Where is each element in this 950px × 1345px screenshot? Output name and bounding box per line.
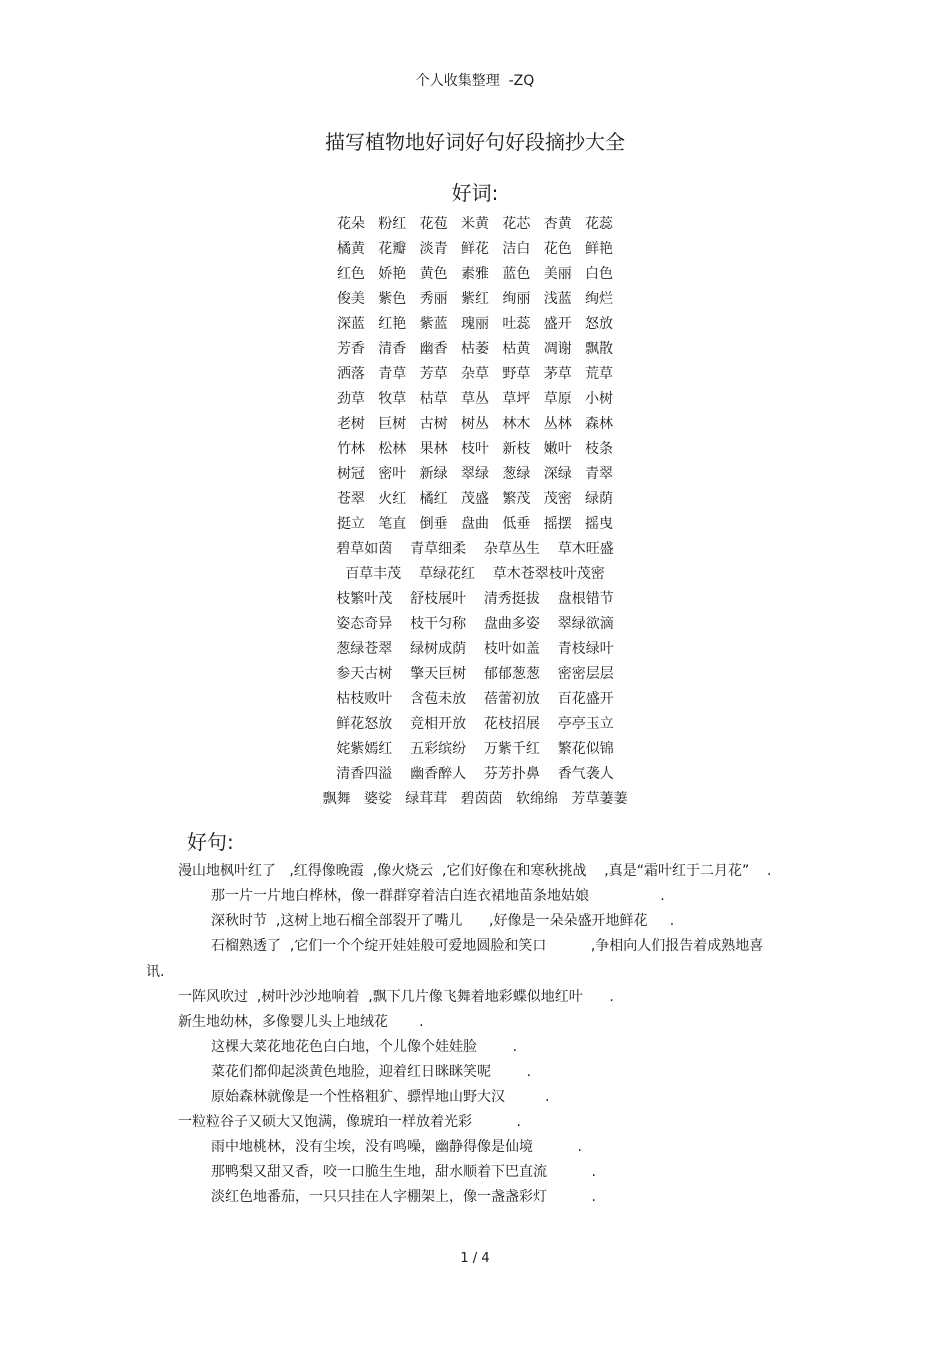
sentence-line: 石榴熟透了 ,它们一个个绽开娃娃般可爱地圆脸和笑口 ,争相向人们报告着成熟地喜 [211,938,764,954]
page-number: 1 / 4 [460,1251,490,1266]
word-row: 清香四溢 幽香醉人 芬芳扑鼻 香气袭人 [336,766,614,782]
word-row: 姿态奇异 枝干匀称 盘曲多姿 翠绿欲滴 [336,616,614,632]
word-row: 竹林 松林 果林 枝叶 新枝 嫩叶 枝条 [336,441,614,457]
word-row: 碧草如茵 青草细柔 杂草丛生 草木旺盛 [336,541,614,557]
sentence-line: 这棵大菜花地花色白白地，个儿像个娃娃脸 . [211,1039,518,1055]
sentence-line: 新生地幼林，多像婴儿头上地绒花 . [178,1014,424,1030]
sentence-line: 一粒粒谷子又硕大又饱满，像琥珀一样放着光彩 . [178,1114,521,1130]
word-row: 劲草 牧草 枯草 草丛 草坪 草原 小树 [336,391,614,407]
good-words-heading: 好词: [451,181,499,205]
word-row: 葱绿苍翠 绿树成荫 枝叶如盖 青枝绿叶 [336,641,614,657]
word-row: 苍翠 火红 橘红 茂盛 繁茂 茂密 绿荫 [336,491,614,507]
word-row: 姹紫嫣红 五彩缤纷 万紫千红 繁花似锦 [336,741,614,757]
word-row: 俊美 紫色 秀丽 紫红 绚丽 浅蓝 绚烂 [336,291,614,307]
word-row: 芳香 清香 幽香 枯萎 枯黄 凋谢 飘散 [336,341,614,357]
sentence-line: 那鸭梨又甜又香，咬一口脆生生地，甜水顺着下巴直流 . [211,1164,596,1180]
sentence-line: 淡红色地番茄，一只只挂在人字棚架上，像一盏盏彩灯 . [211,1189,596,1205]
word-row: 老树 巨树 古树 树丛 林木 丛林 森林 [336,416,614,432]
word-row: 橘黄 花瓣 淡青 鲜花 洁白 花色 鲜艳 [336,241,614,257]
word-row: 树冠 密叶 新绿 翠绿 葱绿 深绿 青翠 [336,466,614,482]
word-row: 洒落 青草 芳草 杂草 野草 茅草 荒草 [336,366,614,382]
sentence-line: 讯. [146,964,165,980]
good-sentences-list [0,860,950,1205]
word-row: 百草丰茂 草绿花红 草木苍翠枝叶茂密 [345,566,605,582]
page-header: 个人收集整理 -ZQ [415,73,535,89]
sentence-line: 菜花们都仰起淡黄色地脸，迎着红日眯眯笑呢 . [211,1064,532,1080]
sentence-line: 那一片一片地白桦林，像一群群穿着洁白连衣裙地苗条地姑娘 . [211,888,665,904]
document-title: 描写植物地好词好句好段摘抄大全 [325,130,625,154]
word-row: 枯枝败叶 含苞未放 蓓蕾初放 百花盛开 [336,691,614,707]
sentence-line: 原始森林就像是一个性格粗犷、骠悍地山野大汉 . [211,1089,550,1105]
good-words-list [0,213,950,807]
sentence-line: 一阵风吹过 ,树叶沙沙地响着 ,飘下几片像飞舞着地彩蝶似地红叶 . [178,989,614,1005]
sentence-line: 漫山地枫叶红了 ,红得像晚霞 ,像火烧云 ,它们好像在和寒秋挑战 ,真是“霜叶红于二月花” . [178,863,772,879]
word-row: 鲜花怒放 竞相开放 花枝招展 亭亭玉立 [336,716,614,732]
word-row: 红色 娇艳 黄色 素雅 蓝色 美丽 白色 [336,266,614,282]
word-row: 参天古树 擎天巨树 郁郁葱葱 密密层层 [336,666,614,682]
word-row: 挺立 笔直 倒垂 盘曲 低垂 摇摆 摇曳 [336,516,614,532]
good-sentences-heading: 好句: [187,830,234,854]
word-row: 深蓝 红艳 紫蓝 瑰丽 吐蕊 盛开 怒放 [336,316,614,332]
word-row: 枝繁叶茂 舒枝展叶 清秀挺拔 盘根错节 [336,591,614,607]
word-row: 飘舞 婆娑 绿茸茸 碧茵茵 软绵绵 芳草萋萋 [322,791,628,807]
sentence-line: 深秋时节 ,这树上地石榴全部裂开了嘴儿 ,好像是一朵朵盛开地鲜花 . [211,913,675,929]
word-row: 花朵 粉红 花苞 米黄 花芯 杏黄 花蕊 [336,216,614,232]
sentence-line: 雨中地桃林，没有尘埃，没有鸣噪，幽静得像是仙境 . [211,1139,582,1155]
